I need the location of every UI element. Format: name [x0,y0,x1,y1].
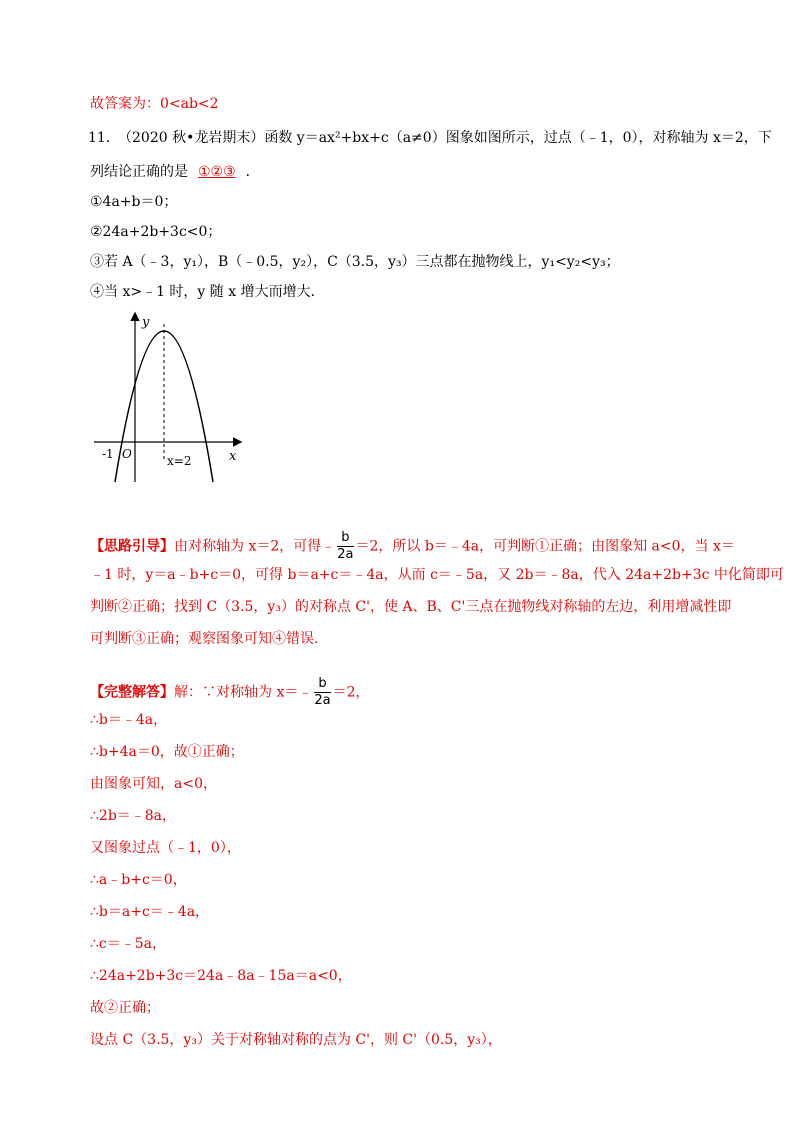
answer-blank: ①②③ [198,164,236,180]
hint-fraction-denominator: 2a [337,547,354,562]
solution-step-9: ∴24a+2b+3c＝24a﹣8a﹣15a＝a<0， [90,968,352,984]
solution-line-1 [90,676,370,709]
question-line-1: （2020 秋•龙岩期末）函数 y＝ax²+bx+c（a≠0）图象如图所示，过点（﹣1，0），对称轴为 x＝2，下 [118,130,772,146]
solution-fraction-numerator: b [314,676,330,693]
solution-step-10: 故②正确； [90,1000,160,1016]
option-3: ③若 A（﹣3，y₁），B（﹣0.5，y₂），C（3.5，y₃）三点都在抛物线上，y₁<y₂<y₃； [90,254,620,270]
hint-line-3: 判断②正确；找到 C（3.5，y₃）的对称点 C'，使 A、B、C'三点在抛物线对称轴的左边，利用增减性即 [90,599,732,615]
solution-step-3: 由图象可知，a<0， [90,776,217,792]
hint-tag: 【思路引导】 [90,538,174,555]
hint-line-1 [90,530,735,563]
solution-step-6: ∴a﹣b+c＝0， [90,872,187,888]
solution-step-1: ∴b＝﹣4a， [90,712,168,728]
question-end: ． [245,164,260,180]
origin-label: O [122,447,132,461]
hint-fraction [337,530,353,563]
parabola-graph [90,310,250,485]
solution-step-8: ∴c＝﹣5a， [90,936,167,952]
question-line-2 [90,162,260,182]
symmetry-axis-label: x=2 [167,454,192,468]
option-1: ①4a+b＝0； [90,194,178,210]
hint-text-1b: ＝2，所以 b＝﹣4a，可判断①正确；由图象知 a<0，当 x＝ [355,538,735,555]
solution-step-2: ∴b+4a＝0，故①正确； [90,744,244,760]
hint-line-2: ﹣1 时，y＝a﹣b+c＝0，可得 b＝a+c＝﹣4a，从而 c＝﹣5a，又 2b＝﹣8a，代入 24a+2b+3c 中化简即可 [90,567,784,583]
hint-line-4: 可判断③正确；观察图象可知④错误． [90,631,328,647]
neg-one-label: -1 [102,447,114,461]
y-axis-label: y [142,315,150,330]
solution-tag: 【完整解答】 [90,684,174,701]
solution-step-4: ∴2b＝﹣8a， [90,808,177,824]
solution-fraction [314,676,330,709]
hint-text-1a: 由对称轴为 x＝2，可得﹣ [174,538,336,555]
solution-fraction-denominator: 2a [314,693,331,708]
solution-step-7: ∴b＝a+c＝﹣4a， [90,904,210,920]
solution-step-5: 又图象过点（﹣1，0）， [90,840,241,856]
question-prompt: 列结论正确的是 [90,164,188,180]
hint-fraction-numerator: b [337,530,353,547]
previous-answer: 故答案为：0<ab<2 [90,96,219,112]
x-axis-label: x [229,449,237,464]
question-number: 11. [88,130,111,146]
solution-text-1a: 解：∵对称轴为 x＝﹣ [174,684,313,701]
option-4: ④当 x>﹣1 时，y 随 x 增大而增大． [90,284,325,300]
solution-text-1b: ＝2， [332,684,370,701]
solution-step-11: 设点 C（3.5，y₃）关于对称轴对称的点为 C'，则 C'（0.5，y₃）， [90,1032,502,1048]
option-2: ②24a+2b+3c<0； [90,224,222,240]
